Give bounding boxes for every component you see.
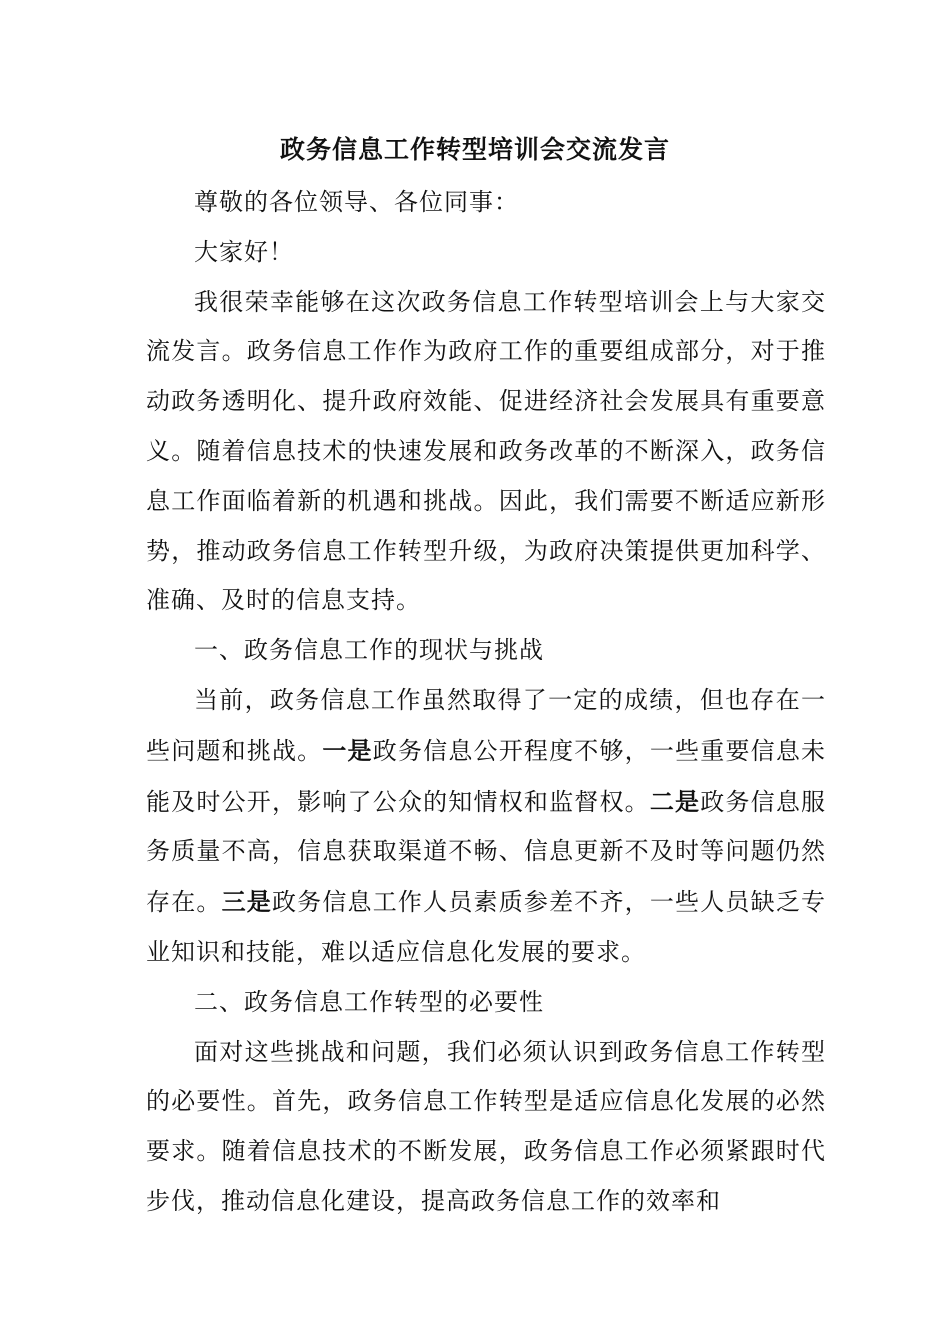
point-1-label: 一是 <box>322 735 373 765</box>
point-2-text: 政务信息服务质量不高，信息获取渠道不畅、信息更新不及时等问题仍然存在。 <box>146 787 827 917</box>
intro-paragraph: 我很荣幸能够在这次政务信息工作转型培训会上与大家交流发言。政务信息工作作为政府工作的重要组成部分，对于推动政务透明化、提升政府效能、促进经济社会发展具有重要意义。随着信息技术的快速发展和政务改革的不断深入，政务信息工作面临着新的机遇和挑战。因此，我们需要不断适应新形势，推动政务信息工作转型升级，为政府决策提供更加科学、准确、及时的信息支持。 <box>146 287 826 615</box>
document-title: 政务信息工作转型培训会交流发言 <box>279 135 670 164</box>
point-3-label: 三是 <box>221 887 272 917</box>
point-2-label: 二是 <box>649 786 701 816</box>
salutation: 尊敬的各位领导、各位同事： <box>194 188 519 216</box>
section-1-lead: 当前，政务信息工作虽然取得了一定的成绩，但也存在一些问题和挑战。 <box>146 685 826 765</box>
document-body <box>146 178 826 1227</box>
section-2-paragraph: 面对这些挑战和问题，我们必须认识到政务信息工作转型的必要性。首先，政务信息工作转型是适应信息化发展的必然要求。随着信息技术的不断发展，政务信息工作必须紧跟时代步伐，推动信息化建设，提高政务信息工作的效率和 <box>146 1037 826 1215</box>
section-1-paragraph <box>146 676 826 978</box>
greeting: 大家好！ <box>194 237 294 266</box>
section-1-heading: 一、政务信息工作的现状与挑战 <box>194 636 544 665</box>
point-1-text: 政务信息公开程度不够，一些重要信息未能及时公开，影响了公众的知情权和监督权。 <box>146 736 827 816</box>
section-2-heading: 二、政务信息工作转型的必要性 <box>194 987 544 1016</box>
point-3-text: 政务信息工作人员素质参差不齐，一些人员缺乏专业知识和技能，难以适应信息化发展的要求。 <box>146 888 827 966</box>
